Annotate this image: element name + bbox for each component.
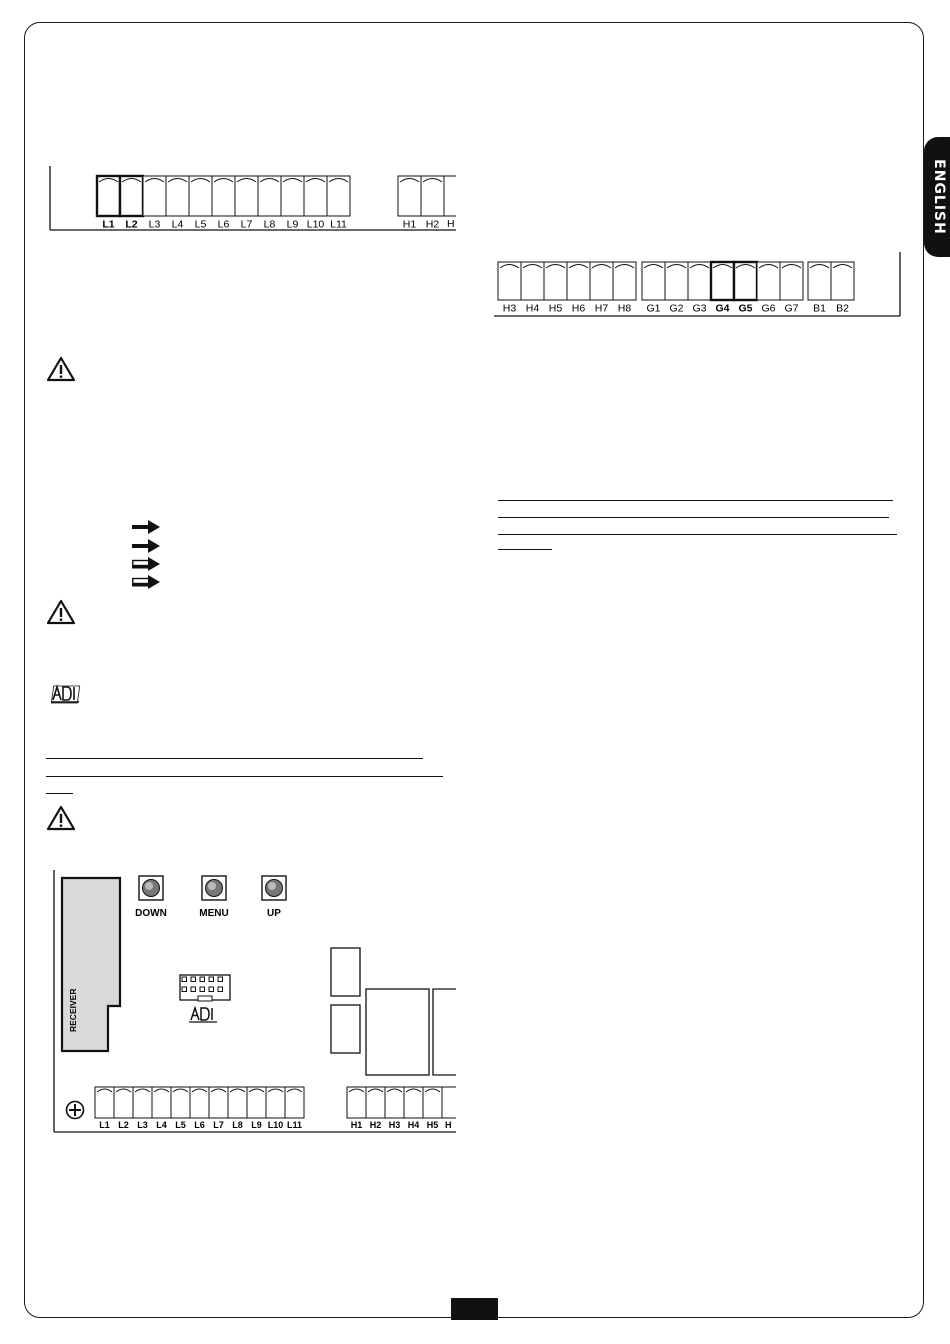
terminal-label: L9 [251,1120,262,1130]
terminal-label: H5 [426,1120,439,1130]
terminal-label: H5 [548,302,563,315]
terminal-h1 [398,176,421,231]
terminal-label: L6 [194,1120,205,1130]
text-underline [498,549,552,550]
terminal-label: H4 [407,1120,420,1130]
terminal-label: L8 [232,1120,243,1130]
terminal-g2 [665,262,688,315]
connector-block [180,975,230,1001]
terminal-g1 [642,262,665,315]
terminal-label: H6 [571,302,586,315]
terminal-l7 [235,176,258,231]
component-block [433,989,456,1075]
terminal-label: L4 [156,1120,167,1130]
terminal-label: H2 [369,1120,382,1130]
board-terminal-l11 [285,1087,304,1130]
arrow-right-solid-icon [132,539,162,553]
board-terminal-h4 [404,1087,423,1130]
terminal-l6 [212,176,235,231]
warning-triangle-icon [46,805,76,831]
terminal-h5 [544,262,567,315]
relay [331,1005,360,1053]
board-terminal-l7 [209,1087,228,1130]
terminal-b2 [831,262,854,315]
text-underline [46,776,443,777]
board-terminal-l2 [114,1087,133,1130]
terminal-label: L5 [175,1120,186,1130]
terminal-label: L1 [102,218,115,231]
board-button-label: UP [267,908,281,919]
board-terminal-h5 [423,1087,442,1130]
text-underline [46,793,73,794]
board-terminal-l5 [171,1087,190,1130]
terminal-label: L9 [286,218,299,231]
terminal-label: H4 [525,302,540,315]
board-button-up[interactable] [262,876,286,919]
terminal-label: L7 [240,218,253,231]
board-button-label: DOWN [135,908,167,919]
board-terminal-l10 [266,1087,285,1130]
ground-screw-icon [67,1102,84,1119]
terminal-strip-left [46,160,456,232]
terminal-g6 [757,262,780,315]
terminal-l4 [166,176,189,231]
terminal-label: H [445,1120,452,1130]
arrow-right-outline-icon [132,557,162,571]
terminal-label: G5 [738,302,753,315]
terminal-label: L3 [148,218,161,231]
terminal-label: B2 [836,302,849,315]
terminal-label: L10 [267,1120,284,1130]
terminal-label: H [447,218,455,230]
terminal-l5 [189,176,212,231]
terminal-l3 [143,176,166,231]
terminal-label: L7 [213,1120,224,1130]
terminal-label: H8 [617,302,632,315]
terminal-label: H3 [502,302,517,315]
terminal-h8 [613,262,636,315]
terminal-label: G7 [784,302,799,315]
terminal-l1 [97,176,120,231]
terminal-l8 [258,176,281,231]
terminal-h2 [421,176,444,231]
receiver-label: RECEIVER [68,988,78,1032]
terminal-label: G3 [692,302,707,315]
terminal-label: G1 [646,302,661,315]
warning-triangle-icon [46,599,76,625]
terminal-partial [442,1087,456,1130]
board-terminal-l3 [133,1087,152,1130]
terminal-l10 [304,176,327,231]
terminal-label: H1 [402,218,417,231]
terminal-l11 [327,176,350,231]
terminal-g4 [711,262,734,315]
board-terminal-h3 [385,1087,404,1130]
terminal-label: L10 [306,218,325,231]
arrow-right-solid-icon [132,520,162,534]
terminal-label: L11 [286,1120,303,1130]
text-underline [498,534,897,535]
terminal-label: L3 [137,1120,148,1130]
board-terminal-h2 [366,1087,385,1130]
terminal-h7 [590,262,613,315]
adi-logo-icon [49,684,81,704]
terminal-label: L2 [118,1120,129,1130]
page-number-box [451,1298,498,1320]
board-button-label: MENU [199,908,229,919]
terminal-strip-right [494,252,906,320]
terminal-g3 [688,262,711,315]
language-tab[interactable] [924,137,950,257]
language-tab-label: ENGLISH [931,159,947,235]
terminal-label: L2 [125,218,138,231]
terminal-g5 [734,262,757,315]
terminal-b1 [808,262,831,315]
board-button-down[interactable] [135,876,167,919]
terminal-h6 [567,262,590,315]
control-board-diagram [50,866,456,1136]
adi-logo-icon [189,1008,217,1022]
terminal-label: L11 [330,218,347,231]
board-terminal-l6 [190,1087,209,1130]
terminal-label: H7 [594,302,609,315]
arrow-right-outline-icon [132,575,162,589]
terminal-label: G6 [761,302,776,315]
text-underline [46,758,423,759]
terminal-h3 [498,262,521,315]
relay [331,948,360,996]
terminal-label: L8 [263,218,276,231]
text-underline [498,517,889,518]
terminal-partial [444,176,456,230]
board-terminal-l9 [247,1087,266,1130]
terminal-label: B1 [813,302,826,315]
terminal-label: H1 [350,1120,363,1130]
text-underline [498,500,893,501]
terminal-label: L1 [99,1120,110,1130]
terminal-label: H3 [388,1120,401,1130]
board-terminal-l8 [228,1087,247,1130]
terminal-g7 [780,262,803,315]
terminal-label: L6 [217,218,230,231]
warning-triangle-icon [46,356,76,382]
board-terminal-h1 [347,1087,366,1130]
terminal-label: L5 [194,218,207,231]
terminal-l9 [281,176,304,231]
terminal-label: L4 [171,218,184,231]
board-button-menu[interactable] [199,876,228,919]
transformer-block [366,989,429,1075]
terminal-h4 [521,262,544,315]
board-terminal-l1 [95,1087,114,1130]
board-terminal-l4 [152,1087,171,1130]
terminal-label: H2 [425,218,440,231]
terminal-label: G4 [715,302,730,315]
terminal-l2 [120,176,143,231]
terminal-label: G2 [669,302,684,315]
